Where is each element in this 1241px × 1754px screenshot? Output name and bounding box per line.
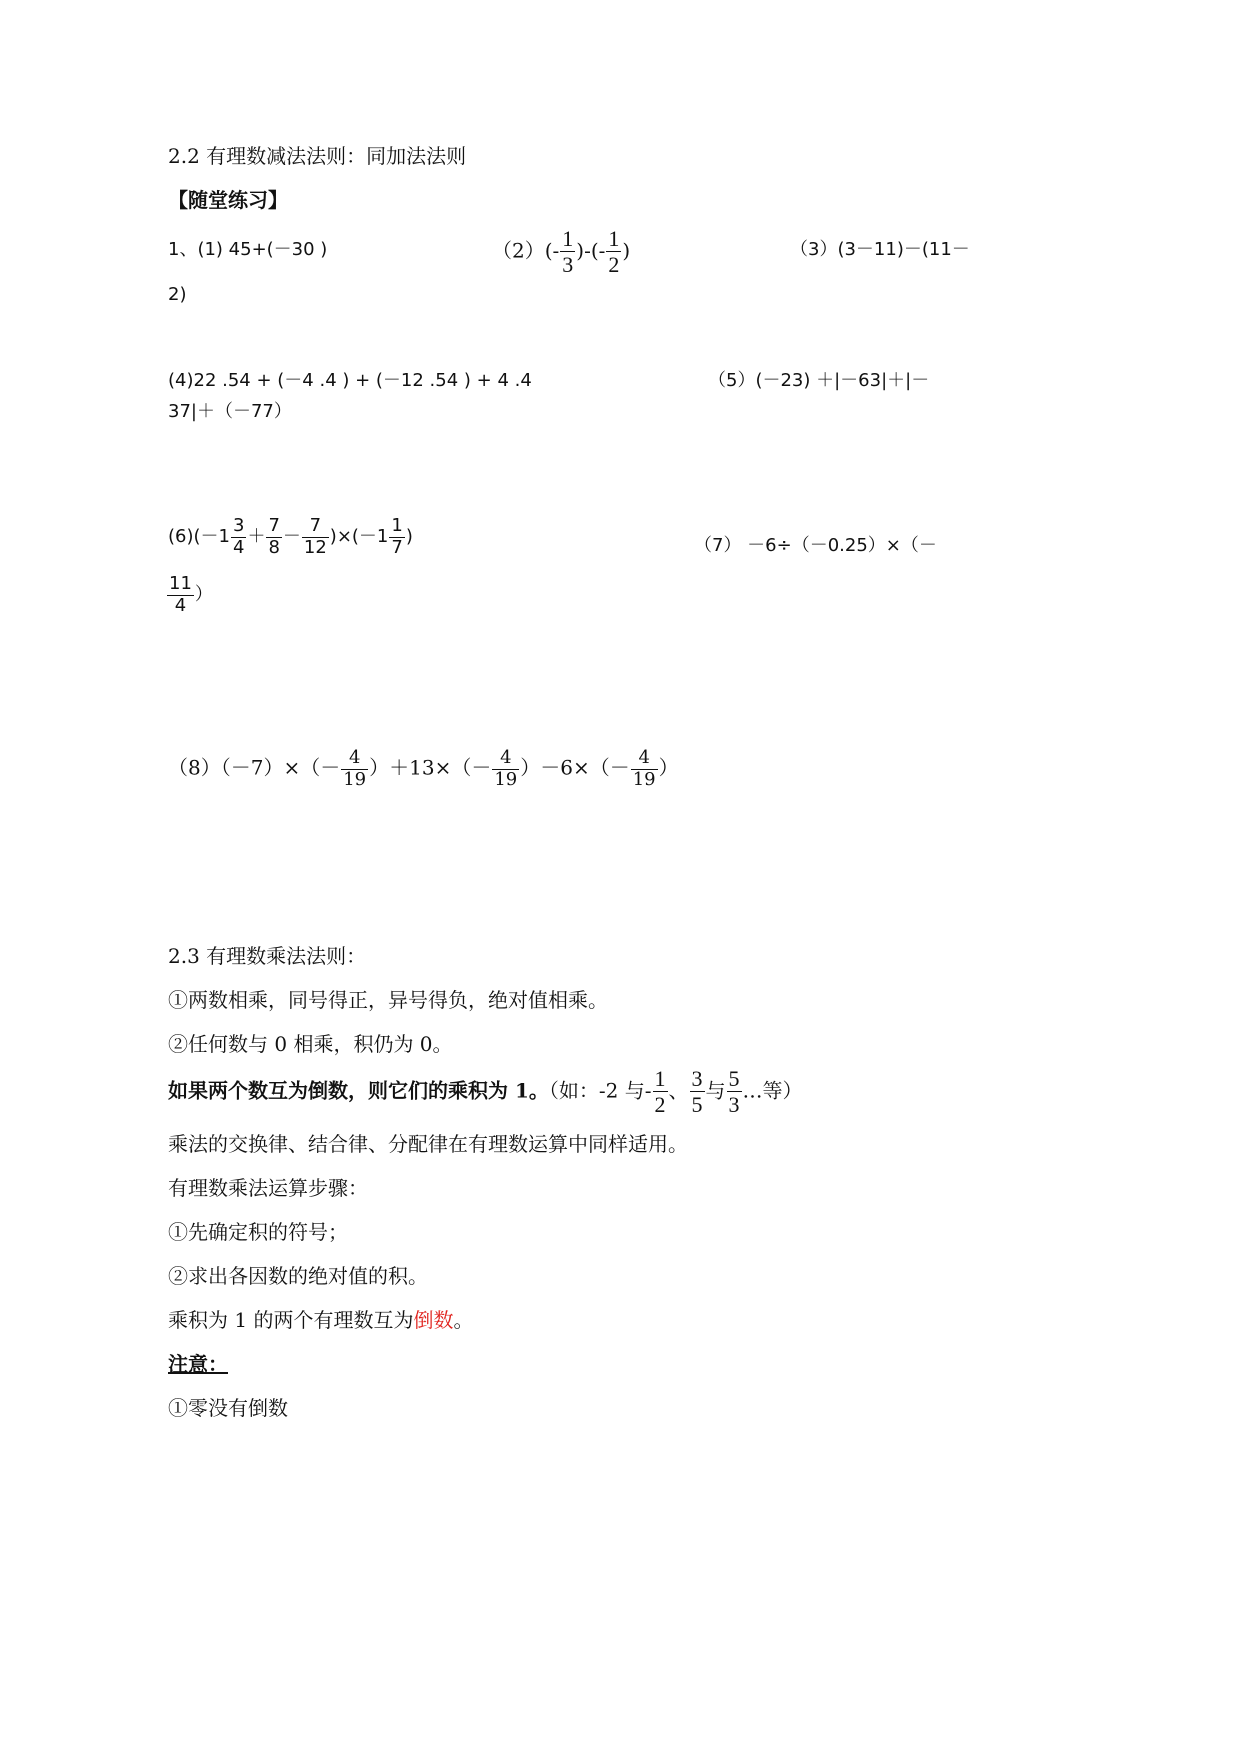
fraction: $\frac{4}{19}$ <box>494 747 518 790</box>
note-heading: 注意： <box>168 1352 228 1376</box>
exercise-2 <box>492 226 630 278</box>
fraction: $\frac{1}{3}$ <box>562 226 574 278</box>
exercise-6-mid: )×(－1 <box>329 526 389 548</box>
reciprocal-example-lead: （如：-2 与- <box>548 1078 652 1103</box>
fraction: $\frac{4}{19}$ <box>343 747 367 790</box>
exercise-8-mid2: ）－6×（－ <box>520 755 630 780</box>
rule-2: ②任何数与 0 相乘，积仍为 0。 <box>168 1032 453 1056</box>
exercise-8-lead: （8）（－7）×（－ <box>168 755 341 780</box>
note-1: ①零没有倒数 <box>168 1396 288 1420</box>
fraction: $\frac{3}{4}$ <box>232 515 245 558</box>
exercise-2-tail: ) <box>622 238 631 263</box>
exercise-7-line2 <box>166 574 213 616</box>
fraction: $\frac{7}{8}$ <box>268 515 280 558</box>
exercise-6-op1: ＋ <box>247 526 266 548</box>
exercise-3-line1: （3）(3－11)－(11－ <box>790 239 970 260</box>
reciprocal-example-with: 与 <box>705 1078 726 1103</box>
fraction: $\frac{3}{5}$ <box>691 1066 703 1118</box>
exercise-8-tail: ） <box>658 755 679 780</box>
exercise-5-line1: （5）(－23) ＋|－63|＋|－ <box>708 370 930 391</box>
exercise-8 <box>168 748 679 790</box>
fraction: $\frac{1}{2}$ <box>608 226 620 278</box>
definition-keyword: 倒数 <box>413 1308 454 1332</box>
exercise-1: 1、(1) 45+(－30 ) <box>168 239 328 260</box>
step-2: ②求出各因数的绝对值的积。 <box>168 1264 428 1288</box>
exercise-6-lead: (6)(－1 <box>168 526 230 548</box>
exercise-4: (4)22 .54 + (－4 .4 ) + (－12 .54 ) + 4 .4 <box>168 370 532 391</box>
reciprocal-example-tail: …等） <box>742 1078 803 1103</box>
exercise-5-line2: 37|＋（－77） <box>168 401 292 422</box>
definition-tail: 。 <box>453 1308 474 1332</box>
exercise-8-mid1: ）＋13×（－ <box>369 755 492 780</box>
exercise-2-mid: )-(- <box>576 238 606 263</box>
practice-heading: 【随堂练习】 <box>168 188 288 212</box>
reciprocal-example-sep: 、 <box>668 1078 689 1103</box>
section-title-2-2: 2.2 有理数减法法则：同加法法则 <box>168 144 467 168</box>
exercise-6-tail: ) <box>405 526 413 548</box>
fraction: $\frac{1}{7}$ <box>391 515 403 558</box>
fraction: $\frac{7}{12}$ <box>303 515 327 558</box>
fraction: $\frac{5}{3}$ <box>728 1066 740 1118</box>
exercise-2-lead: （2）(- <box>492 238 560 263</box>
exercise-3-line2: 2) <box>168 284 187 305</box>
exercise-6 <box>168 516 413 558</box>
step-1: ①先确定积的符号； <box>168 1220 348 1244</box>
exercise-6-op2: － <box>282 526 301 548</box>
section-title-2-3: 2.3 有理数乘法法则： <box>168 944 367 968</box>
fraction: $\frac{1}{2}$ <box>654 1066 666 1118</box>
fraction: $\frac{4}{19}$ <box>632 747 656 790</box>
multiplication-laws: 乘法的交换律、结合律、分配律在有理数运算中同样适用。 <box>168 1132 688 1156</box>
rule-1: ①两数相乘，同号得正，异号得负，绝对值相乘。 <box>168 988 608 1012</box>
reciprocal-rule <box>168 1066 803 1118</box>
exercise-7-line1: （7） －6÷（－0.25）×（－ <box>694 535 937 556</box>
definition-lead: 乘积为 1 的两个有理数互为 <box>168 1308 414 1332</box>
steps-heading: 有理数乘法运算步骤： <box>168 1176 368 1200</box>
reciprocal-rule-bold: 如果两个数互为倒数，则它们的乘积为 1。 <box>168 1078 549 1103</box>
reciprocal-definition <box>168 1306 473 1334</box>
fraction: $\frac{11}{4}$ <box>169 573 192 616</box>
exercise-7-tail: ） <box>194 584 213 606</box>
